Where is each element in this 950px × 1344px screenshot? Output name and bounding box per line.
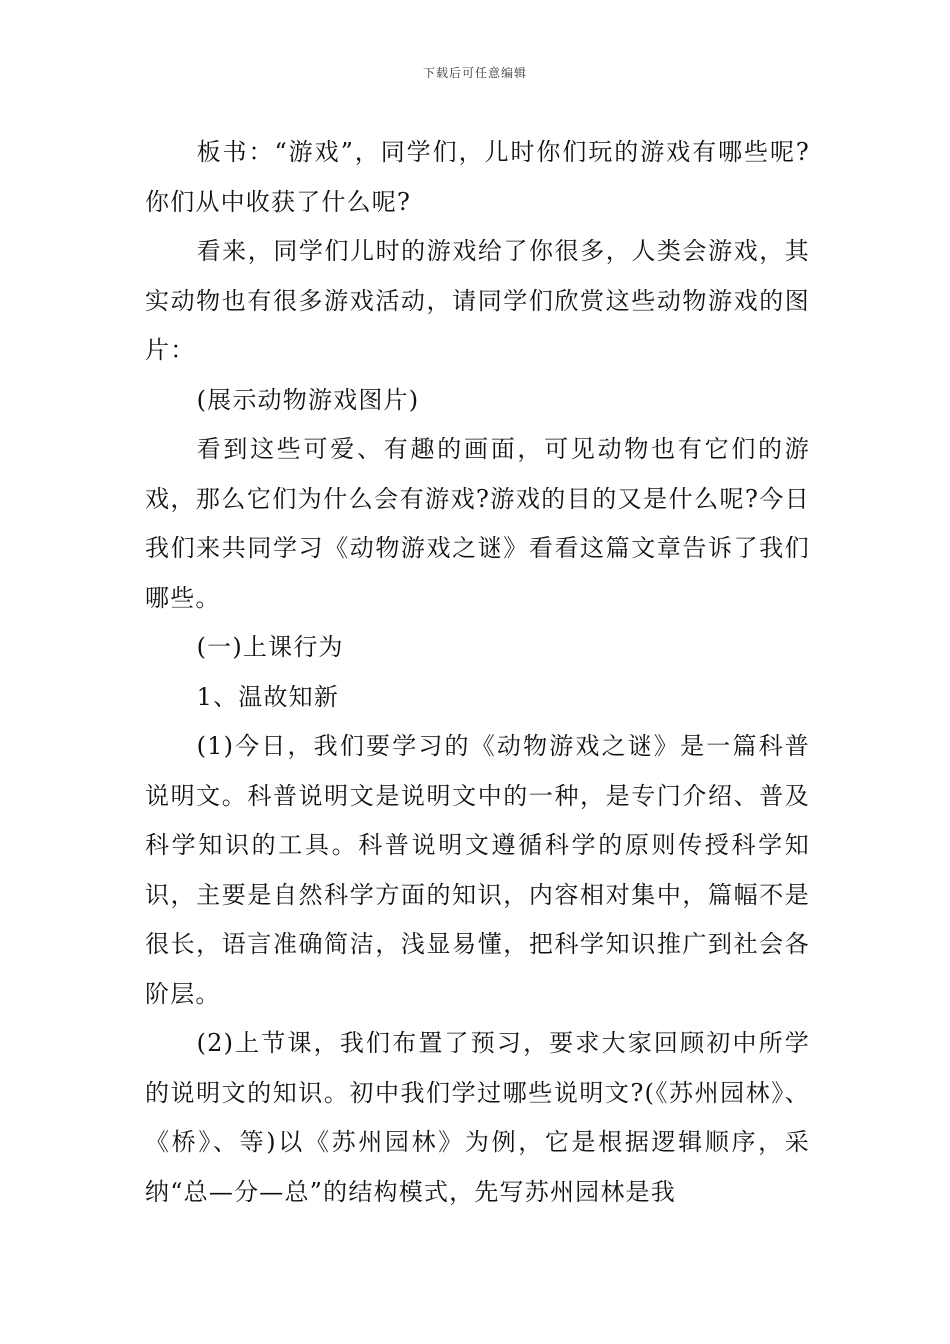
paragraph-animal-games-intro: 看来，同学们儿时的游戏给了你很多，人类会游戏，其实动物也有很多游戏活动，请同学们欣赏这些动物游戏的图片：	[145, 237, 810, 364]
paragraph-point-1: (1)今日，我们要学习的《动物游戏之谜》是一篇科普说明文。科普说明文是说明文中的一种，是专门介绍、普及科学知识的工具。科普说明文遵循科学的原则传授科学知识，主要是自然科学方面的知识，内容相对集中，篇幅不是很长，语言准确简洁，浅显易懂，把科学知识推广到社会各阶层。	[145, 732, 810, 1008]
paragraph-blackboard: 板书：“游戏”，同学们，儿时你们玩的游戏有哪些呢?你们从中收获了什么呢?	[145, 138, 810, 216]
paragraph-show-pictures: (展示动物游戏图片)	[196, 385, 420, 414]
document-body	[145, 128, 810, 1217]
page-header: 下载后可任意编辑	[422, 66, 527, 80]
paragraph-lesson-question: 看到这些可爱、有趣的画面，可见动物也有它们的游戏，那么它们为什么会有游戏?游戏的目的又是什么呢?今日我们来共同学习《动物游戏之谜》看看这篇文章告诉了我们哪些。	[145, 435, 810, 612]
section-heading-class-activity: (一)上课行为	[196, 633, 344, 661]
paragraph-point-2: (2)上节课，我们布置了预习，要求大家回顾初中所学的说明文的知识。初中我们学过哪些说明文?(《苏州园林》、《桥》、等)以《苏州园林》为例，它是根据逻辑顺序，采纳“总—分—总”的结构模式，先写苏州园林是我	[145, 1029, 810, 1206]
subheading-review: 1、温故知新	[196, 682, 340, 711]
